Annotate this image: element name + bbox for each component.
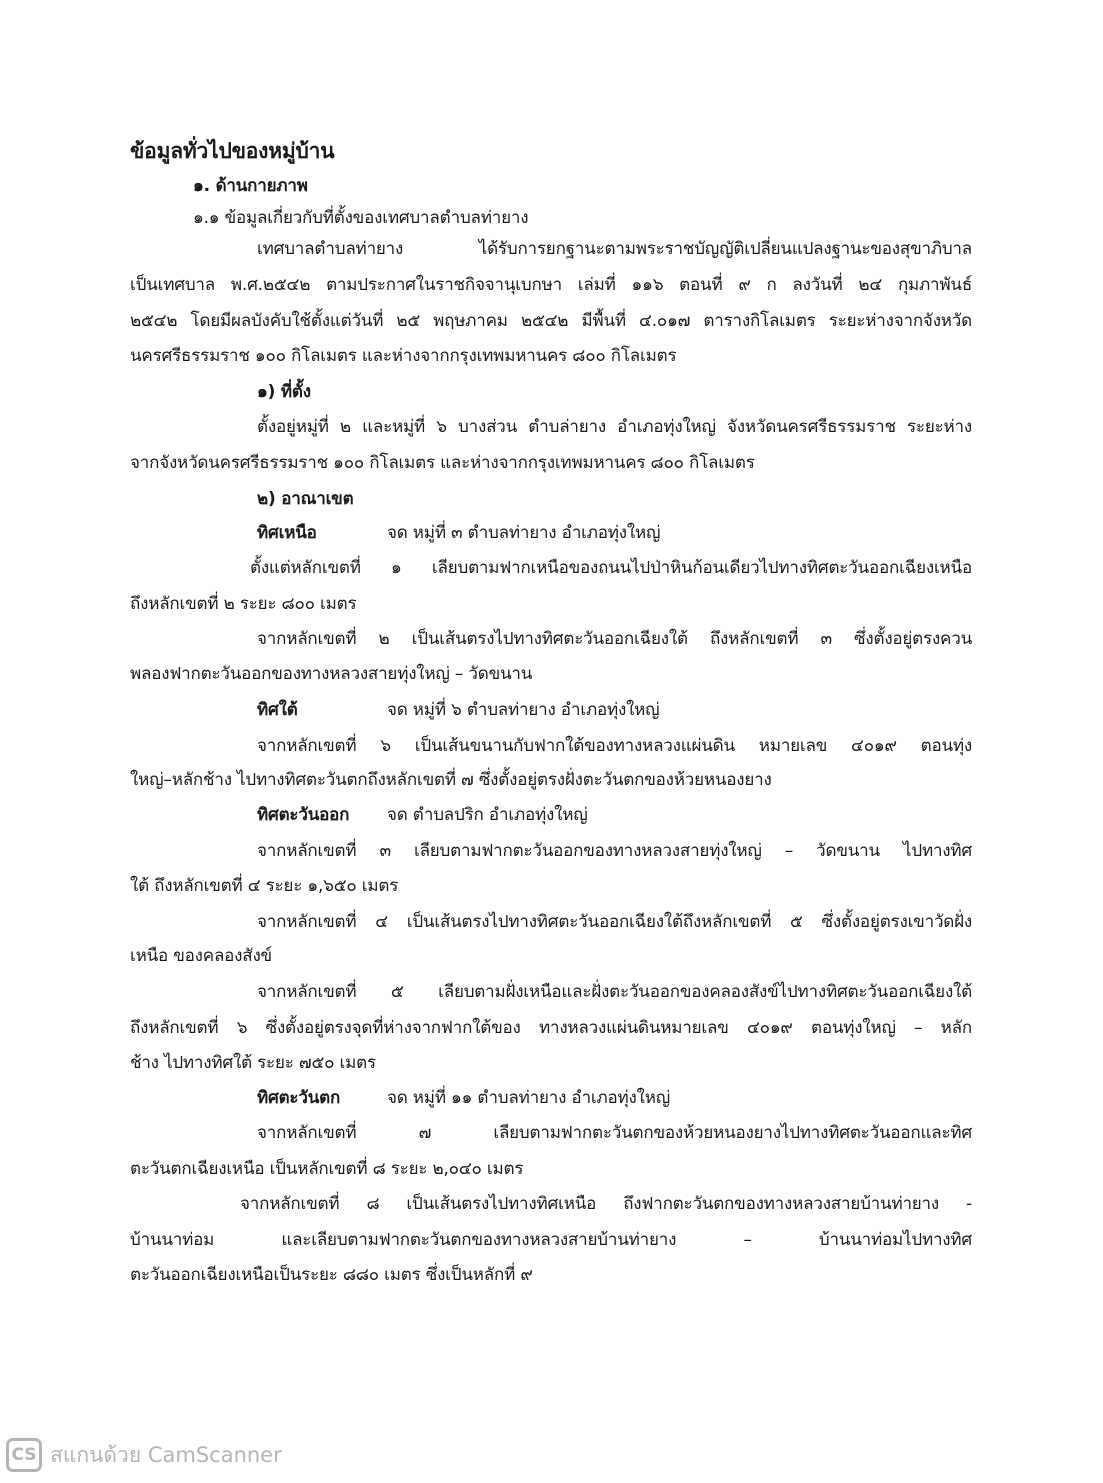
south-boundary-row bbox=[257, 698, 659, 722]
paragraph-line: เทศบาลตำบลท่ายาง ได้รับการยกฐานะตามพระราชบัญญัติเปลี่ยนแปลงฐานะของสุขาภิบาล bbox=[257, 239, 972, 259]
paragraph-line: ตะวันออกเฉียงเหนือเป็นระยะ ๘๘๐ เมตร ซึ่งเป็นหลักที่ ๙ bbox=[130, 1265, 533, 1285]
paragraph-line: ๒๕๔๒ โดยมีผลบังคับใช้ตั้งแต่วันที่ ๒๕ พฤษภาคม ๒๕๔๒ มีพื้นที่ ๔.๐๑๗ ตารางกิโลเมตร ระยะห่างจากจังหวัด bbox=[130, 311, 972, 331]
paragraph-line: นครศรีธรรมราช ๑๐๐ กิโลเมตร และห่างจากกรุงเทพมหานคร ๘๐๐ กิโลเมตร bbox=[130, 346, 677, 366]
north-boundary-text: จด หมู่ที่ ๓ ตำบลท่ายาง อำเภอทุ่งใหญ่ bbox=[387, 523, 661, 543]
boundary-heading: ๒) อาณาเขต bbox=[257, 489, 354, 509]
paragraph-line: เหนือ ของคลองสังข์ bbox=[130, 946, 272, 966]
paragraph-line: จากหลักเขตที่ ๓ เลียบตามฟากตะวันออกของทางหลวงสายทุ่งใหญ่ – วัดขนาน ไปทางทิศ bbox=[257, 841, 972, 861]
east-boundary-row bbox=[257, 803, 588, 827]
paragraph-line: ใต้ ถึงหลักเขตที่ ๔ ระยะ ๑,๖๕๐ เมตร bbox=[130, 876, 399, 896]
east-boundary-text: จด ตำบลปริก อำเภอทุ่งใหญ่ bbox=[387, 805, 588, 825]
west-boundary-row bbox=[257, 1086, 670, 1110]
paragraph-line: ตะวันตกเฉียงเหนือ เป็นหลักเขตที่ ๘ ระยะ ๒,๐๔๐ เมตร bbox=[130, 1159, 524, 1179]
paragraph-line: ใหญ่–หลักช้าง ไปทางทิศตะวันตกถึงหลักเขตที่ ๗ ซึ่งตั้งอยู่ตรงฝั่งตะวันตกของห้วยหนองยาง bbox=[130, 770, 772, 790]
north-label: ทิศเหนือ bbox=[257, 523, 317, 543]
paragraph-line: จากหลักเขตที่ ๗ เลียบตามฟากตะวันตกของห้วยหนองยางไปทางทิศตะวันออกและทิศ bbox=[257, 1123, 972, 1143]
paragraph-line: จากหลักเขตที่ ๕ เลียบตามฝั่งเหนือและฝั่งตะวันออกของคลองสังข์ไปทางทิศตะวันออกเฉียงใต้ bbox=[257, 982, 972, 1002]
paragraph-line: จากหลักเขตที่ ๖ เป็นเส้นขนานกับฟากใต้ของทางหลวงแผ่นดิน หมายเลข ๔๐๑๙ ตอนทุ่ง bbox=[257, 736, 972, 756]
paragraph-line: ตั้งอยู่หมู่ที่ ๒ และหมู่ที่ ๖ บางส่วน ตำบล่ายาง อำเภอทุ่งใหญ่ จังหวัดนครศรีธรรมราช ระยะห่าง bbox=[257, 417, 972, 437]
document-title: ข้อมูลทั่วไปของหมู่บ้าน bbox=[130, 139, 335, 163]
west-label: ทิศตะวันตก bbox=[257, 1088, 341, 1108]
south-boundary-text: จด หมู่ที่ ๖ ตำบลท่ายาง อำเภอทุ่งใหญ่ bbox=[387, 700, 660, 720]
east-label: ทิศตะวันออก bbox=[257, 805, 350, 825]
paragraph-line: ช้าง ไปทางทิศใต้ ระยะ ๗๕๐ เมตร bbox=[130, 1053, 376, 1073]
paragraph-line: จากจังหวัดนครศรีธรรมราช ๑๐๐ กิโลเมตร และห่างจากกรุงเทพมหานคร ๘๐๐ กิโลเมตร bbox=[130, 453, 755, 473]
subsection-location-heading: ๑.๑ ข้อมูลเกี่ยวกับที่ตั้งของเทศบาลตำบลท่ายาง bbox=[193, 208, 529, 228]
paragraph-line: จากหลักเขตที่ ๘ เป็นเส้นตรงไปทางทิศเหนือ ถึงฟากตะวันตกของทางหลวงสายบ้านท่ายาง - bbox=[240, 1194, 972, 1214]
paragraph-line: ตั้งแต่หลักเขตที่ ๑ เลียบตามฟากเหนือของถนนไปป่าหินก้อนเดียวไปทางทิศตะวันออกเฉียงเหนือ bbox=[250, 558, 972, 578]
camscanner-watermark bbox=[6, 1436, 282, 1474]
paragraph-line: จากหลักเขตที่ ๔ เป็นเส้นตรงไปทางทิศตะวันออกเฉียงใต้ถึงหลักเขตที่ ๕ ซึ่งตั้งอยู่ตรงเขาวัดฝั่ง bbox=[257, 912, 972, 932]
north-boundary-row bbox=[257, 521, 660, 545]
paragraph-line: ถึงหลักเขตที่ ๒ ระยะ ๘๐๐ เมตร bbox=[130, 594, 357, 614]
camscanner-logo-icon: CS bbox=[6, 1438, 42, 1472]
location-heading: ๑) ที่ตั้ง bbox=[257, 382, 311, 402]
section-physical-heading: ๑. ด้านกายภาพ bbox=[193, 176, 308, 196]
paragraph-line: พลองฟากตะวันออกของทางหลวงสายทุ่งใหญ่ – วัดขนาน bbox=[130, 664, 533, 684]
paragraph-line: เป็นเทศบาล พ.ศ.๒๕๔๒ ตามประกาศในราชกิจจานุเบกษา เล่มที่ ๑๑๖ ตอนที่ ๙ ก ลงวันที่ ๒๔ กุมภาพันธ์ bbox=[130, 275, 972, 295]
camscanner-watermark-text: สแกนด้วย CamScanner bbox=[50, 1442, 282, 1467]
paragraph-line: จากหลักเขตที่ ๒ เป็นเส้นตรงไปทางทิศตะวันออกเฉียงใต้ ถึงหลักเขตที่ ๓ ซึ่งตั้งอยู่ตรงควน bbox=[257, 629, 972, 649]
paragraph-line: ถึงหลักเขตที่ ๖ ซึ่งตั้งอยู่ตรงจุดที่ห่างจากฟากใต้ของ ทางหลวงแผ่นดินหมายเลข ๔๐๑๙ ตอนทุ่งใหญ่ – หลัก bbox=[130, 1018, 972, 1038]
west-boundary-text: จด หมู่ที่ ๑๑ ตำบลท่ายาง อำเภอทุ่งใหญ่ bbox=[387, 1088, 671, 1108]
south-label: ทิศใต้ bbox=[257, 700, 298, 720]
paragraph-line: บ้านนาท่อม และเลียบตามฟากตะวันตกของทางหลวงสายบ้านท่ายาง – บ้านนาท่อมไปทางทิศ bbox=[130, 1230, 972, 1250]
